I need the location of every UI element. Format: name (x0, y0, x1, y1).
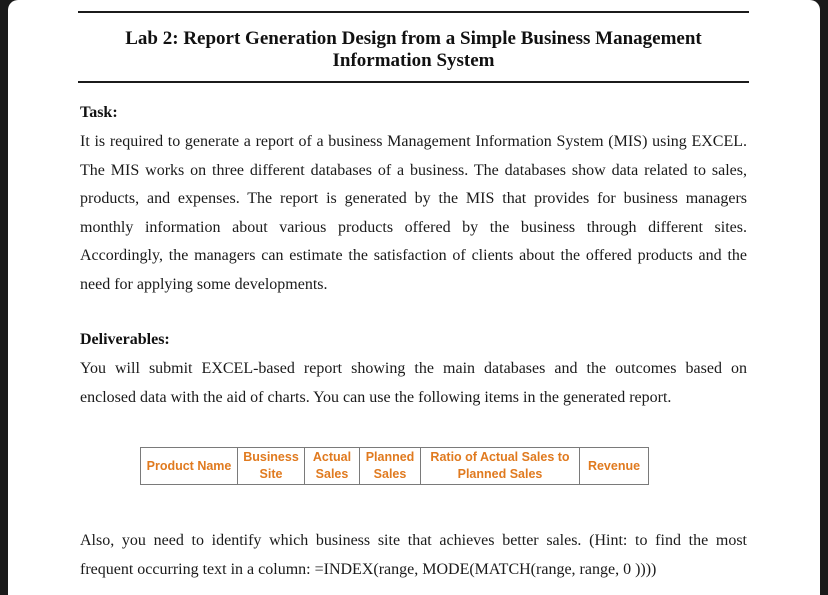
hint-paragraph (80, 527, 747, 584)
title-line-2: Information System (332, 50, 495, 71)
header-product-name: Product Name (141, 448, 238, 485)
task-line-4: monthly information about various products offered by the business through different sites. (80, 218, 747, 236)
deliverables-line-1: You will submit EXCEL-based report showing the main databases and the outcomes based on (80, 360, 747, 377)
table-header-row (141, 448, 649, 485)
task-line-5: Accordingly, the managers can estimate the satisfaction of clients about the offered products and the (80, 247, 747, 265)
deliverables-paragraph (80, 355, 747, 412)
top-rule (78, 11, 749, 13)
hint-line-1: Also, you need to identify which business site that achieves better sales. (Hint: to find the most (80, 532, 747, 549)
deliverables-line-2: enclosed data with the aid of charts. You can use the following items in the generated report. (80, 388, 672, 406)
report-items-table (140, 447, 649, 485)
task-line-6: need for applying some developments. (80, 275, 328, 293)
deliverables-heading: Deliverables: (80, 331, 170, 348)
header-planned-sales: Planned Sales (360, 448, 421, 485)
title-line-1: Lab 2: Report Generation Design from a Simple Business Management (125, 28, 702, 49)
header-ratio: Ratio of Actual Sales to Planned Sales (421, 448, 580, 485)
task-heading: Task: (80, 104, 118, 121)
header-revenue: Revenue (580, 448, 649, 485)
bottom-rule (78, 81, 749, 83)
task-line-1: It is required to generate a report of a business Management Information System (MIS) using EXCEL. (80, 133, 747, 150)
task-paragraph (80, 128, 747, 300)
header-business-site: Business Site (238, 448, 305, 485)
hint-line-2: frequent occurring text in a column: =INDEX(range, MODE(MATCH(range, range, 0 )))) (80, 560, 657, 578)
task-line-2: The MIS works on three different databases of a business. The databases show data related to sales, (80, 161, 747, 179)
document-title (78, 28, 749, 72)
task-line-3: products, and expenses. The report is generated by the MIS that provides for business managers (80, 190, 747, 208)
document-page (8, 0, 820, 595)
header-actual-sales: Actual Sales (305, 448, 360, 485)
